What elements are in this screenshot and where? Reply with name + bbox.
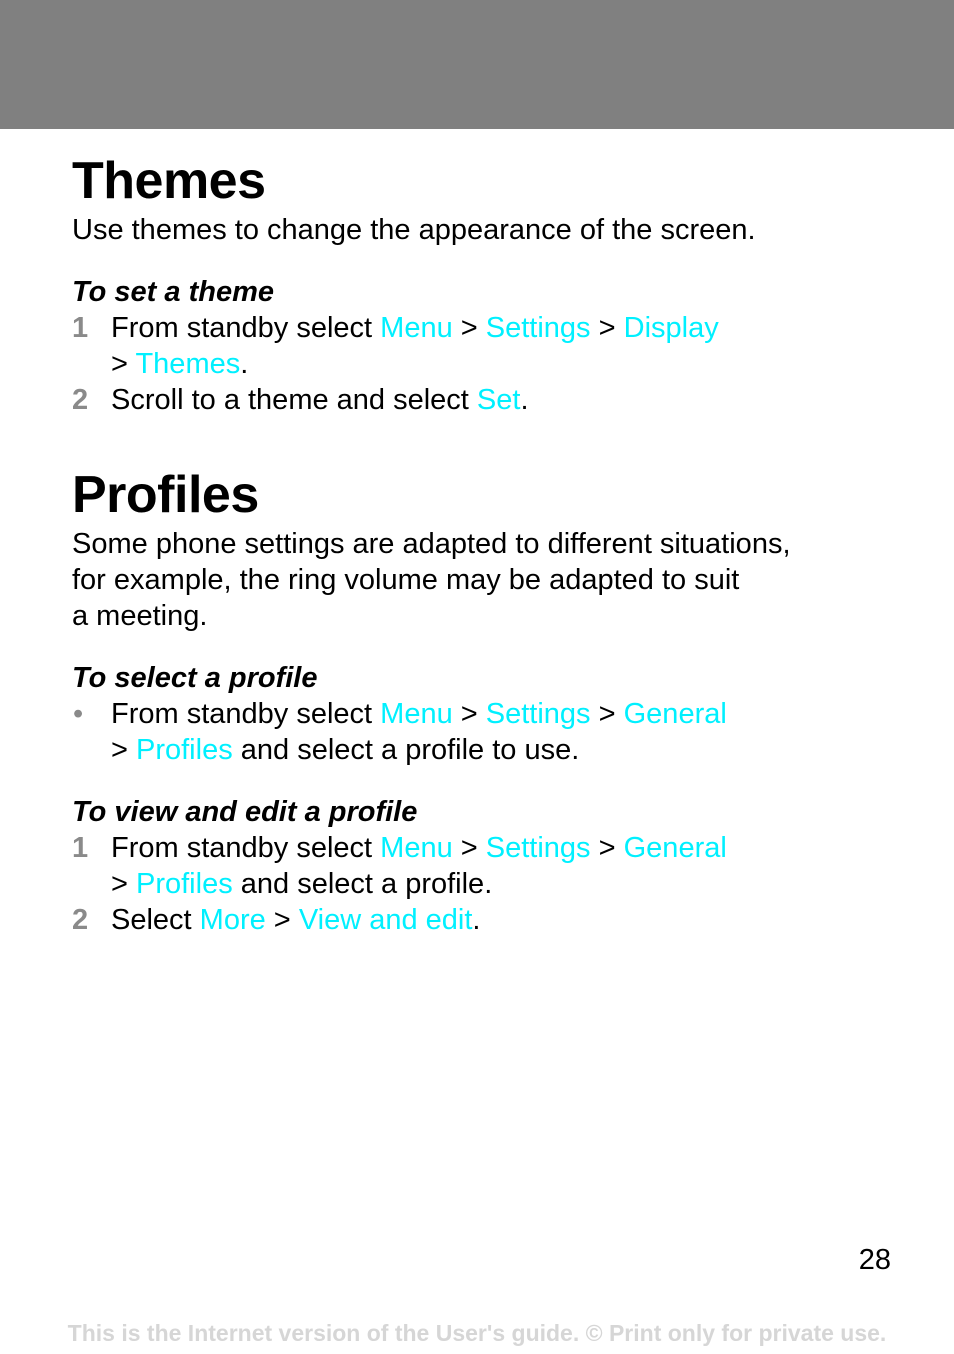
menu-link: Menu xyxy=(380,832,453,864)
step-number: 2 xyxy=(72,904,89,936)
settings-link: Settings xyxy=(485,832,591,864)
set-theme-title: To set a theme xyxy=(72,276,274,308)
general-link: General xyxy=(623,832,727,864)
footer-notice: This is the Internet version of the User's guide. © Print only for private use. xyxy=(67,1320,887,1346)
themes-link: Themes xyxy=(135,348,241,380)
themes-intro: Use themes to change the appearance of the screen. xyxy=(72,214,756,246)
view-edit-profile-title: To view and edit a profile xyxy=(72,796,418,828)
profiles-link: Profiles xyxy=(136,868,233,900)
menu-link: Menu xyxy=(380,312,453,344)
more-link: More xyxy=(199,904,266,936)
page-content xyxy=(72,150,892,938)
set-theme-step-2: 2 Scroll to a theme and select Set. xyxy=(72,384,529,416)
settings-link: Settings xyxy=(485,698,591,730)
set-link: Set xyxy=(476,384,521,416)
view-edit-step-1: 1 From standby select Menu > Settings > General > Profiles and select a profile. xyxy=(72,832,727,900)
settings-link: Settings xyxy=(485,312,591,344)
select-profile-item: • From standby select Menu > Settings > General > Profiles and select a profile to use. xyxy=(73,698,727,766)
step-number: 2 xyxy=(72,384,89,416)
profiles-intro: Some phone settings are adapted to different situations, for example, the ring volume may be adapted to suit a meeting. xyxy=(72,528,791,632)
profiles-heading: Profiles xyxy=(72,466,259,524)
set-theme-step-1: 1 From standby select Menu > Settings > Display > Themes. xyxy=(72,312,719,380)
view-and-edit-link: View and edit xyxy=(298,904,473,936)
view-edit-step-2: 2 Select More > View and edit. xyxy=(72,904,481,936)
select-profile-title: To select a profile xyxy=(72,662,318,694)
general-link: General xyxy=(623,698,727,730)
bullet-icon: • xyxy=(73,698,84,730)
page-number: 28 xyxy=(858,1244,891,1276)
step-number: 1 xyxy=(72,832,89,864)
step-number: 1 xyxy=(72,312,89,344)
display-link: Display xyxy=(623,312,719,344)
menu-link: Menu xyxy=(380,698,453,730)
profiles-link: Profiles xyxy=(136,734,233,766)
top-header-band xyxy=(0,0,954,129)
themes-heading: Themes xyxy=(72,152,266,210)
